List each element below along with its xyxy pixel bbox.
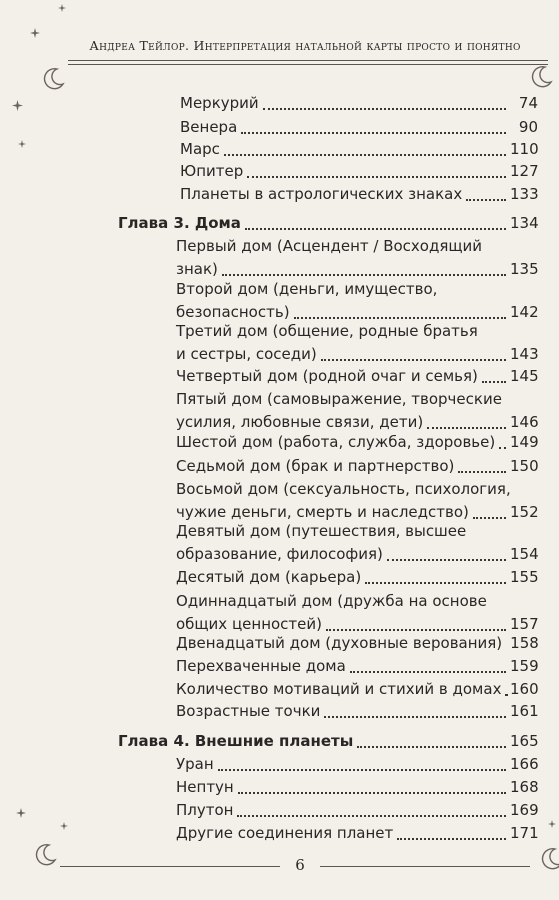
toc-entry-title: Пятый дом (самовыражение, творческие — [176, 390, 502, 408]
toc-entry-title: Перехваченные дома — [176, 657, 346, 675]
leader-dots — [473, 517, 506, 519]
leader-dots — [397, 838, 506, 840]
leader-dots — [357, 746, 506, 748]
toc-entry-title: Седьмой дом (брак и партнерство) — [176, 457, 455, 475]
toc-entry-title: Четвертый дом (родной очаг и семья) — [176, 367, 478, 385]
toc-entry-title-cont: общих ценностей) — [176, 615, 322, 633]
leader-dots — [482, 381, 506, 383]
toc-entry-page: 160 — [510, 680, 539, 698]
star-icon — [58, 4, 66, 12]
toc-entry-title: Другие соединения планет — [176, 824, 394, 842]
leader-dots — [458, 471, 506, 473]
leader-dots — [321, 359, 506, 361]
toc-chapter — [118, 730, 538, 753]
toc-entry-page: 155 — [510, 568, 539, 586]
leader-dots — [387, 559, 506, 561]
toc-entry-page: 152 — [510, 503, 539, 521]
toc-entry-page: 158 — [510, 634, 539, 652]
toc-entry-title: Десятый дом (карьера) — [176, 568, 362, 586]
toc-entry-page: 142 — [510, 303, 539, 321]
toc-chapter-title: Глава 4. Внешние планеты — [118, 732, 354, 750]
leader-dots — [326, 629, 506, 631]
toc-chapter-title: Глава 3. Дома — [118, 214, 241, 232]
leader-dots — [237, 815, 506, 817]
leader-dots — [245, 228, 506, 230]
leader-dots — [499, 447, 506, 449]
toc-entry-title: Марс — [180, 140, 220, 158]
leader-dots — [466, 199, 506, 201]
toc-entry — [176, 278, 538, 324]
leader-dots — [222, 274, 506, 276]
crescent-moon-icon — [32, 842, 58, 868]
toc-entry — [176, 235, 538, 281]
toc-entry — [176, 753, 538, 776]
toc-entry — [176, 590, 538, 636]
toc-entry — [180, 138, 538, 161]
toc-entry — [176, 799, 538, 822]
toc-entry — [180, 116, 538, 139]
toc-entry-title: Количество мотиваций и стихий в домах — [176, 680, 502, 698]
toc-entry-page: 157 — [510, 615, 539, 633]
toc-entry-title: Двенадцатый дом (духовные верования) — [176, 634, 503, 652]
leader-dots — [427, 427, 506, 429]
toc-entry-title: Планеты в астрологических знаках — [180, 185, 463, 203]
toc-entry-title: Одиннадцатый дом (дружба на основе — [176, 592, 487, 610]
toc-entry — [180, 183, 538, 206]
toc-entry-title: Восьмой дом (сексуальность, психология, — [176, 480, 511, 498]
toc-entry-title-cont: безопасность) — [176, 303, 290, 321]
toc-entry-page: 171 — [510, 824, 539, 842]
toc-entry — [176, 388, 538, 434]
leader-dots — [505, 694, 506, 696]
toc-entry-title-cont: и сестры, соседи) — [176, 345, 317, 363]
header-rule — [68, 60, 548, 61]
crescent-moon-icon — [528, 64, 554, 90]
toc-entry-page: 165 — [510, 732, 539, 750]
toc-entry-page: 143 — [510, 345, 539, 363]
leader-dots — [241, 132, 506, 134]
crescent-moon-icon — [40, 66, 66, 92]
leader-dots — [247, 176, 506, 178]
toc-entry-title: Нептун — [176, 778, 234, 796]
toc-entry-page: 169 — [510, 801, 539, 819]
toc-entry-page: 135 — [510, 260, 539, 278]
toc-entry-page: 74 — [518, 94, 538, 112]
toc-entry-title-cont: усилия, любовные связи, дети) — [176, 413, 424, 431]
toc-entry-title: Шестой дом (работа, служба, здоровье) — [176, 433, 496, 451]
toc-entry — [176, 776, 538, 799]
toc-entry-page: 159 — [510, 657, 539, 675]
toc-entry — [176, 566, 538, 589]
star-icon — [16, 808, 26, 818]
leader-dots — [238, 792, 506, 794]
toc-entry — [176, 655, 538, 678]
toc-entry-page: 145 — [510, 367, 539, 385]
toc-entry-page: 166 — [510, 755, 539, 773]
toc-entry-page: 154 — [510, 545, 539, 563]
toc-entry-page: 110 — [510, 140, 539, 158]
leader-dots — [350, 671, 506, 673]
star-icon — [60, 822, 68, 830]
toc-entry-page: 133 — [510, 185, 539, 203]
toc-entry-title: Плутон — [176, 801, 234, 819]
toc-entry — [180, 92, 538, 115]
toc-entry — [176, 700, 538, 723]
toc-entry-title: Юпитер — [180, 162, 244, 180]
leader-dots — [224, 154, 506, 156]
toc-entry — [176, 822, 538, 845]
toc-entry — [176, 678, 538, 701]
toc-entry-title-cont: чужие деньги, смерть и наследство) — [176, 503, 469, 521]
toc-entry-title: Первый дом (Асцендент / Восходящий — [176, 237, 482, 255]
toc-entry-page: 146 — [510, 413, 539, 431]
toc-entry-page: 149 — [510, 433, 539, 451]
toc-entry-title: Венера — [180, 118, 238, 136]
leader-dots — [324, 716, 506, 718]
toc-entry — [176, 431, 538, 454]
toc-chapter — [118, 212, 538, 235]
toc-entry-title: Девятый дом (путешествия, высшее — [176, 522, 467, 540]
leader-dots — [365, 582, 506, 584]
header-rule — [68, 64, 548, 65]
toc-entry-title-cont: образование, философия) — [176, 545, 383, 563]
toc-entry — [176, 632, 538, 655]
toc-entry — [176, 365, 538, 388]
toc-entry-title-cont: знак) — [176, 260, 218, 278]
running-header: Андреа Тейлор. Интерпретация натальной карты просто и понятно — [89, 38, 521, 53]
toc-entry — [176, 520, 538, 566]
star-icon — [30, 28, 40, 38]
toc-entry-title: Меркурий — [180, 94, 259, 112]
crescent-moon-icon — [538, 846, 559, 872]
page-number: 6 — [280, 856, 320, 874]
toc-entry-page: 150 — [510, 457, 539, 475]
leader-dots — [218, 769, 506, 771]
leader-dots — [294, 317, 506, 319]
toc-entry-page: 168 — [510, 778, 539, 796]
star-icon — [548, 820, 556, 828]
toc-entry — [180, 160, 538, 183]
toc-entry-title: Возрастные точки — [176, 702, 321, 720]
toc-entry-page: 161 — [510, 702, 539, 720]
star-icon — [18, 140, 26, 148]
star-icon — [12, 100, 23, 111]
toc-entry — [176, 478, 538, 524]
toc-entry-title: Второй дом (деньги, имущество, — [176, 280, 438, 298]
leader-dots — [263, 108, 506, 110]
toc-entry — [176, 320, 538, 366]
toc-entry-title: Третий дом (общение, родные братья — [176, 322, 478, 340]
toc-entry — [176, 455, 538, 478]
toc-entry-page: 134 — [510, 214, 539, 232]
toc-entry-page: 127 — [510, 162, 539, 180]
toc-entry-page: 90 — [518, 118, 538, 136]
toc-entry-title: Уран — [176, 755, 214, 773]
